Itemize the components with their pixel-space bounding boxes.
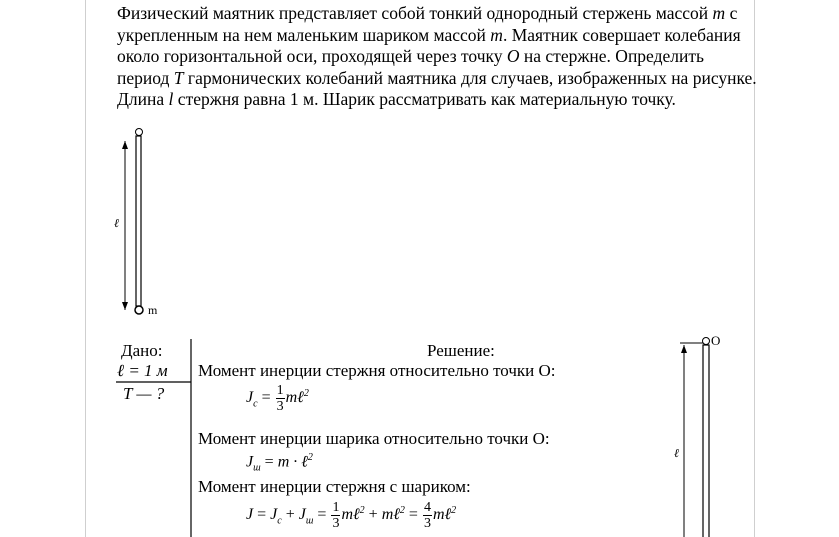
formula-ball-inertia: $J_ш = m$ · ℓ$^2$ — [246, 452, 313, 474]
arrow-up-icon — [122, 141, 128, 149]
figure-1-pendulum — [122, 129, 143, 315]
formula-rod-inertia: $J_c$ = $\frac{1}{3}$ mℓ$^2$ — [246, 383, 309, 414]
solution-line-rod: Момент инерции стержня относительно точки О: — [198, 361, 556, 380]
rod — [136, 136, 141, 306]
figure-2-pendulum — [680, 338, 710, 537]
arrow-down-icon — [122, 302, 128, 310]
length-label: ℓ — [114, 216, 119, 230]
mass-label: m — [148, 303, 158, 317]
find-value: T — ? — [123, 384, 165, 403]
rod-2 — [703, 345, 709, 537]
pivot-circle — [136, 129, 143, 136]
solution-line-total: Момент инерции стержня с шариком: — [198, 477, 471, 496]
formula-total-inertia: $J = J_c + J_ш$ = $\frac{1}{3}$ mℓ$^2$ + mℓ$^2$ = $\frac{4}{3}$ mℓ$^2$ — [246, 500, 457, 531]
length-label-2: ℓ — [674, 446, 679, 460]
pivot-circle-2 — [703, 338, 710, 345]
solution-header: Решение: — [427, 341, 495, 360]
given-header: Дано: — [121, 341, 163, 360]
solution-line-ball: Момент инерции шарика относительно точки О: — [198, 429, 550, 448]
arrow-up-icon-2 — [681, 345, 687, 353]
point-o-label: O — [711, 333, 721, 348]
ball-circle — [135, 306, 143, 314]
given-value: ℓ = 1 м — [117, 361, 168, 380]
problem-statement: Физический маятник представляет собой тонкий однородный стержень массой m с укрепленным на нем маленьким шариком массой m. Маятник совершает колебания около горизонтальной оси, проходящей через точку O на стержне. Определить период T гармонических колебаний маятника для случаев, изображенных на рисунке. Длина l стержня равна 1 м. Шарик рассматривать как материальную точку. — [117, 3, 757, 109]
